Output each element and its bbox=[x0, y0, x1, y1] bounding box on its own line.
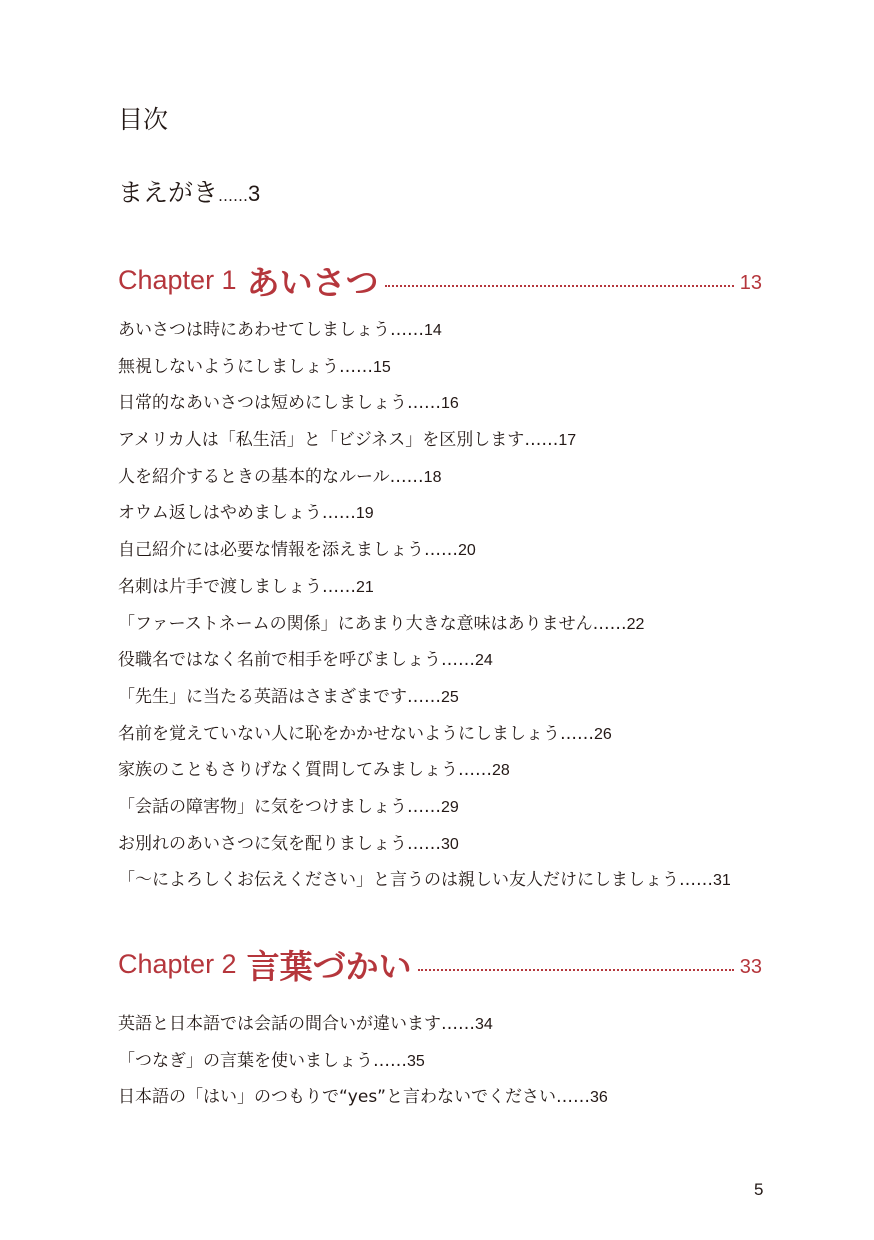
entry-title: 「〜によろしくお伝えください」と言うのは親しい友人だけにしましょう bbox=[118, 870, 679, 891]
chapter-label: Chapter 2 bbox=[118, 948, 237, 979]
entry-page: 20 bbox=[458, 542, 476, 560]
entry-title: 「会話の障害物」に気をつけましょう bbox=[118, 796, 407, 817]
entry-page: 22 bbox=[626, 615, 645, 633]
toc-entry[interactable] bbox=[118, 1043, 608, 1080]
chapter-2-entries bbox=[118, 1006, 608, 1116]
chapter-title: あいさつ bbox=[246, 262, 379, 302]
entry-page: 19 bbox=[355, 505, 374, 523]
entry-leader: …… bbox=[389, 466, 424, 487]
entry-leader: …… bbox=[373, 1050, 407, 1071]
entry-leader: …… bbox=[524, 430, 559, 451]
entry-leader: …… bbox=[407, 833, 441, 854]
entry-title: 日常的なあいさつは短めにしましょう bbox=[118, 393, 407, 414]
entry-page: 26 bbox=[594, 725, 612, 743]
entry-page: 28 bbox=[492, 762, 510, 780]
entry-title: 「つなぎ」の言葉を使いましょう bbox=[118, 1050, 373, 1071]
entry-page: 30 bbox=[441, 835, 459, 853]
toc-entry[interactable] bbox=[118, 385, 731, 422]
entry-leader: …… bbox=[407, 686, 441, 707]
toc-entry[interactable] bbox=[118, 862, 731, 899]
chapter-1-entries bbox=[118, 312, 731, 899]
chapter-2-heading[interactable] bbox=[118, 941, 762, 987]
entry-title: お別れのあいさつに気を配りましょう bbox=[118, 833, 407, 854]
dotted-leader bbox=[418, 969, 734, 971]
toc-entry[interactable] bbox=[118, 1006, 608, 1043]
preface-page: 3 bbox=[248, 181, 261, 206]
entry-leader: …… bbox=[441, 1014, 475, 1034]
entry-title: 名刺は片手で渡しましょう bbox=[118, 576, 322, 597]
toc-entry[interactable] bbox=[118, 532, 731, 569]
dotted-leader bbox=[385, 285, 734, 287]
entry-leader: …… bbox=[407, 393, 441, 414]
entry-page: 18 bbox=[423, 468, 442, 486]
entry-title: 役職名ではなく名前で相手を呼びましょう bbox=[118, 650, 441, 671]
entry-leader: …… bbox=[339, 356, 373, 377]
toc-entry[interactable] bbox=[118, 642, 731, 679]
toc-entry[interactable] bbox=[118, 422, 731, 459]
entry-page: 14 bbox=[424, 322, 442, 339]
entry-leader: …… bbox=[458, 760, 492, 781]
entry-page: 36 bbox=[590, 1089, 608, 1107]
toc-preface[interactable] bbox=[118, 176, 260, 213]
entry-leader: …… bbox=[321, 503, 356, 524]
chapter-1-heading[interactable] bbox=[118, 257, 762, 303]
entry-title: 「先生」に当たる英語はさまざまです bbox=[118, 686, 407, 707]
entry-leader: …… bbox=[592, 613, 627, 634]
entry-leader: …… bbox=[322, 576, 356, 597]
entry-page: 34 bbox=[475, 1016, 493, 1033]
entry-page: 31 bbox=[713, 872, 731, 890]
entry-leader: …… bbox=[441, 650, 475, 671]
entry-page: 17 bbox=[558, 432, 577, 450]
entry-title: 人を紹介するときの基本的なルール bbox=[118, 466, 390, 487]
preface-leader: …… bbox=[218, 187, 249, 205]
entry-title: オウム返しはやめましょう bbox=[118, 503, 322, 524]
chapter-page: 33 bbox=[739, 955, 762, 978]
toc-entry[interactable] bbox=[118, 495, 731, 532]
entry-title: 日本語の「はい」のつもりで“yes”と言わないでください bbox=[118, 1087, 556, 1108]
entry-title: 「ファーストネームの関係」にあまり大きな意味はありません bbox=[118, 613, 593, 634]
toc-entry[interactable] bbox=[118, 312, 731, 349]
entry-page: 29 bbox=[441, 798, 459, 816]
entry-page: 24 bbox=[475, 652, 493, 670]
entry-title: 無視しないようにしましょう bbox=[118, 356, 339, 377]
entry-page: 35 bbox=[407, 1052, 425, 1070]
entry-page: 16 bbox=[441, 395, 459, 413]
entry-leader: …… bbox=[407, 796, 441, 817]
toc-entry[interactable] bbox=[118, 826, 731, 863]
toc-entry[interactable] bbox=[118, 459, 731, 496]
entry-leader: …… bbox=[390, 320, 424, 340]
entry-leader: …… bbox=[560, 723, 594, 744]
chapter-label: Chapter 1 bbox=[118, 264, 237, 295]
entry-title: 自己紹介には必要な情報を添えましょう bbox=[118, 540, 424, 561]
toc-entry[interactable] bbox=[118, 752, 731, 789]
toc-entry[interactable] bbox=[118, 679, 731, 716]
entry-title: 英語と日本語では会話の間合いが違います bbox=[118, 1014, 441, 1034]
toc-entry[interactable] bbox=[118, 716, 731, 753]
chapter-title: 言葉づかい bbox=[246, 946, 412, 986]
toc-entry[interactable] bbox=[118, 349, 731, 386]
page-number: 5 bbox=[754, 1180, 764, 1199]
entry-page: 25 bbox=[441, 688, 459, 706]
entry-title: あいさつは時にあわせてしましょう bbox=[118, 320, 390, 340]
preface-label: まえがき bbox=[118, 178, 219, 207]
entry-leader: …… bbox=[424, 540, 458, 561]
entry-page: 21 bbox=[356, 578, 374, 596]
page-title: 目次 bbox=[118, 105, 169, 134]
toc-entry[interactable] bbox=[118, 569, 731, 606]
chapter-page: 13 bbox=[739, 271, 762, 294]
entry-title: アメリカ人は「私生活」と「ビジネス」を区別します bbox=[118, 430, 525, 451]
entry-title: 名前を覚えていない人に恥をかかせないようにしましょう bbox=[118, 723, 560, 744]
toc-entry[interactable] bbox=[118, 789, 731, 826]
entry-title: 家族のこともさりげなく質問してみましょう bbox=[118, 760, 458, 781]
toc-entry[interactable] bbox=[118, 1079, 608, 1116]
entry-leader: …… bbox=[556, 1087, 590, 1108]
entry-page: 15 bbox=[373, 358, 391, 376]
entry-leader: …… bbox=[679, 870, 713, 891]
toc-entry[interactable] bbox=[118, 606, 731, 643]
